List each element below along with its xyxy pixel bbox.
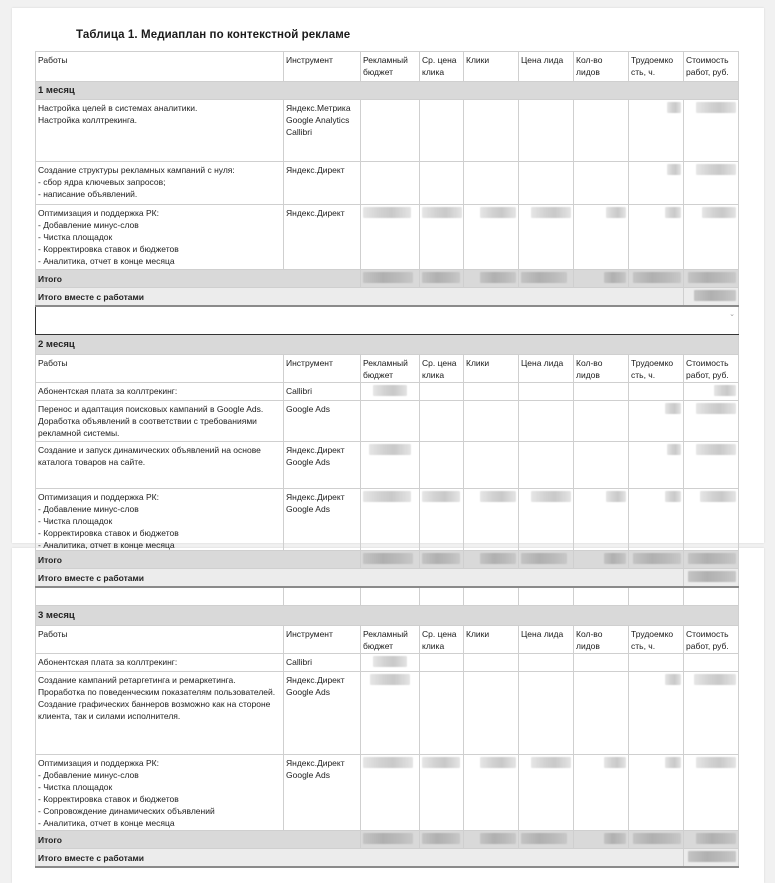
header-lead-price: Цена лида: [519, 52, 574, 82]
table-header-row: [36, 625, 739, 653]
redacted-value: [422, 757, 460, 768]
blank-row: [36, 587, 739, 605]
work-cell: Оптимизация и поддержка РК: - Добавление минус-слов - Чистка площадок - Корректировка ставок и бюджетов - Аналитика, отчет в конце месяца: [36, 489, 284, 555]
redacted-value: [665, 403, 681, 414]
tool-cell: Callibri: [284, 383, 361, 401]
total-label: Итого: [36, 830, 361, 848]
header-hours: Трудоемко сть, ч.: [629, 625, 684, 653]
header-leads: Кол-во лидов: [574, 52, 629, 82]
header-lead-price: Цена лида: [519, 355, 574, 383]
header-works: Работы: [36, 625, 284, 653]
redacted-value: [688, 553, 736, 564]
work-cell: Абонентская плата за коллтрекинг:: [36, 383, 284, 401]
table-row: [36, 100, 739, 162]
redacted-value: [700, 491, 736, 502]
grand-total-row: [36, 848, 739, 867]
total-row: [36, 551, 739, 569]
work-cell: Создание структуры рекламных кампаний с нуля: - сбор ядра ключевых запросов; - написание объявлений.: [36, 162, 284, 205]
redacted-value: [480, 553, 516, 564]
tool-cell: Яндекс.Директ Google Ads: [284, 754, 361, 830]
header-cost: Стоимость работ, руб.: [684, 355, 739, 383]
redacted-value: [363, 757, 413, 768]
redacted-value: [604, 553, 626, 564]
total-row: [36, 270, 739, 288]
header-cpc: Ср. цена клика: [420, 355, 464, 383]
redacted-value: [531, 207, 571, 218]
section-row: [36, 335, 739, 355]
redacted-value: [363, 553, 413, 564]
redacted-value: [665, 674, 681, 685]
redacted-value: [604, 272, 626, 283]
total-label: Итого: [36, 270, 361, 288]
table-row: [36, 401, 739, 442]
work-cell: Настройка целей в системах аналитики. Настройка коллтрекинга.: [36, 100, 284, 162]
total-row: [36, 830, 739, 848]
redacted-value: [667, 444, 681, 455]
header-tool: Инструмент: [284, 52, 361, 82]
work-cell: Оптимизация и поддержка РК: - Добавление минус-слов - Чистка площадок - Корректировка ставок и бюджетов - Аналитика, отчет в конце месяца: [36, 205, 284, 270]
table-row: [36, 653, 739, 671]
redacted-value: [363, 272, 413, 283]
redacted-value: [422, 272, 460, 283]
tool-cell: Яндекс.Директ: [284, 205, 361, 270]
redacted-value: [370, 674, 410, 685]
redacted-value: [665, 757, 681, 768]
redacted-value: [480, 757, 516, 768]
table-header-row: [36, 355, 739, 383]
tool-cell: Яндекс.Директ Google Ads: [284, 489, 361, 555]
header-tool: Инструмент: [284, 355, 361, 383]
redacted-value: [696, 444, 736, 455]
header-lead-price: Цена лида: [519, 625, 574, 653]
tool-cell: Яндекс.Директ Google Ads: [284, 442, 361, 489]
header-leads: Кол-во лидов: [574, 625, 629, 653]
header-clicks: Клики: [464, 355, 519, 383]
redacted-value: [480, 491, 516, 502]
month-2-label: 2 месяц: [36, 335, 739, 355]
header-hours: Трудоемко сть, ч.: [629, 355, 684, 383]
header-works: Работы: [36, 52, 284, 82]
grand-total-row: [36, 569, 739, 588]
header-clicks: Клики: [464, 625, 519, 653]
redacted-value: [633, 833, 681, 844]
empty-input-cell[interactable]: [36, 306, 739, 335]
redacted-value: [422, 553, 460, 564]
redacted-value: [665, 491, 681, 502]
header-works: Работы: [36, 355, 284, 383]
blank-row: [36, 306, 739, 335]
redacted-value: [694, 674, 736, 685]
work-cell: Создание кампаний ретаргетинга и ремаркетинга. Проработка по поведенческим показателям пользователей. Создание графических баннеров возможно как на стороне клиента, так и силами исполнителя.: [36, 671, 284, 754]
tool-cell: Google Ads: [284, 401, 361, 442]
redacted-value: [422, 207, 462, 218]
table-row: [36, 205, 739, 270]
header-budget: Рекламный бюджет: [361, 52, 420, 82]
redacted-value: [694, 290, 736, 301]
tool-cell: Callibri: [284, 653, 361, 671]
section-row: [36, 605, 739, 625]
redacted-value: [696, 164, 736, 175]
grand-total-row: [36, 288, 739, 307]
redacted-value: [521, 553, 567, 564]
redacted-value: [369, 444, 411, 455]
redacted-value: [521, 833, 567, 844]
redacted-value: [422, 833, 460, 844]
redacted-value: [714, 385, 736, 396]
redacted-value: [667, 164, 681, 175]
table-row: [36, 162, 739, 205]
header-cost: Стоимость работ, руб.: [684, 625, 739, 653]
redacted-value: [363, 833, 413, 844]
redacted-value: [363, 207, 411, 218]
header-cost: Стоимость работ, руб.: [684, 52, 739, 82]
redacted-value: [633, 553, 681, 564]
redacted-value: [606, 491, 626, 502]
table-row: [36, 754, 739, 830]
header-leads: Кол-во лидов: [574, 355, 629, 383]
header-budget: Рекламный бюджет: [361, 355, 420, 383]
mediaplan-table-part-1: [35, 51, 739, 555]
redacted-value: [373, 656, 407, 667]
table-row: [36, 489, 739, 555]
table-row: [36, 442, 739, 489]
redacted-value: [480, 207, 516, 218]
grand-total-label: Итого вместе с работами: [36, 848, 684, 867]
redacted-value: [363, 491, 411, 502]
redacted-value: [696, 757, 736, 768]
month-1-label: 1 месяц: [36, 82, 739, 100]
redacted-value: [665, 207, 681, 218]
chevron-down-icon[interactable]: ⌄: [729, 311, 735, 318]
work-cell: Перенос и адаптация поисковых кампаний в Google Ads. Доработка объявлений в соответствии с требованиями рекламной системы.: [36, 401, 284, 442]
document-title: Таблица 1. Медиаплан по контекстной рекламе: [76, 29, 351, 41]
redacted-value: [633, 272, 681, 283]
redacted-value: [688, 851, 736, 862]
mediaplan-table-part-2: [35, 550, 739, 868]
header-cpc: Ср. цена клика: [420, 625, 464, 653]
total-label: Итого: [36, 551, 361, 569]
section-row: [36, 82, 739, 100]
redacted-value: [604, 757, 626, 768]
tool-cell: Яндекс.Директ: [284, 162, 361, 205]
redacted-value: [422, 491, 460, 502]
tool-cell: Яндекс.Директ Google Ads: [284, 671, 361, 754]
redacted-value: [688, 571, 736, 582]
redacted-value: [373, 385, 407, 396]
grand-total-label: Итого вместе с работами: [36, 569, 684, 588]
month-3-label: 3 месяц: [36, 605, 739, 625]
redacted-value: [667, 102, 681, 113]
header-clicks: Клики: [464, 52, 519, 82]
redacted-value: [696, 102, 736, 113]
tool-cell: Яндекс.Метрика Google Analytics Callibri: [284, 100, 361, 162]
redacted-value: [688, 272, 736, 283]
table-row: [36, 383, 739, 401]
header-budget: Рекламный бюджет: [361, 625, 420, 653]
header-hours: Трудоемко сть, ч.: [629, 52, 684, 82]
redacted-value: [531, 757, 571, 768]
redacted-value: [696, 403, 736, 414]
header-cpc: Ср. цена клика: [420, 52, 464, 82]
redacted-value: [521, 272, 567, 283]
redacted-value: [480, 272, 516, 283]
grand-total-label: Итого вместе с работами: [36, 288, 684, 307]
table-row: [36, 671, 739, 754]
work-cell: Абонентская плата за коллтрекинг:: [36, 653, 284, 671]
redacted-value: [604, 833, 626, 844]
redacted-value: [606, 207, 626, 218]
work-cell: Создание и запуск динамических объявлений на основе каталога товаров на сайте.: [36, 442, 284, 489]
redacted-value: [531, 491, 571, 502]
table-header-row: [36, 52, 739, 82]
header-tool: Инструмент: [284, 625, 361, 653]
redacted-value: [696, 833, 736, 844]
work-cell: Оптимизация и поддержка РК: - Добавление минус-слов - Чистка площадок - Корректировка ставок и бюджетов - Сопровождение динамических объявлений - Аналитика, отчет в конце месяца: [36, 754, 284, 830]
redacted-value: [702, 207, 736, 218]
redacted-value: [480, 833, 516, 844]
